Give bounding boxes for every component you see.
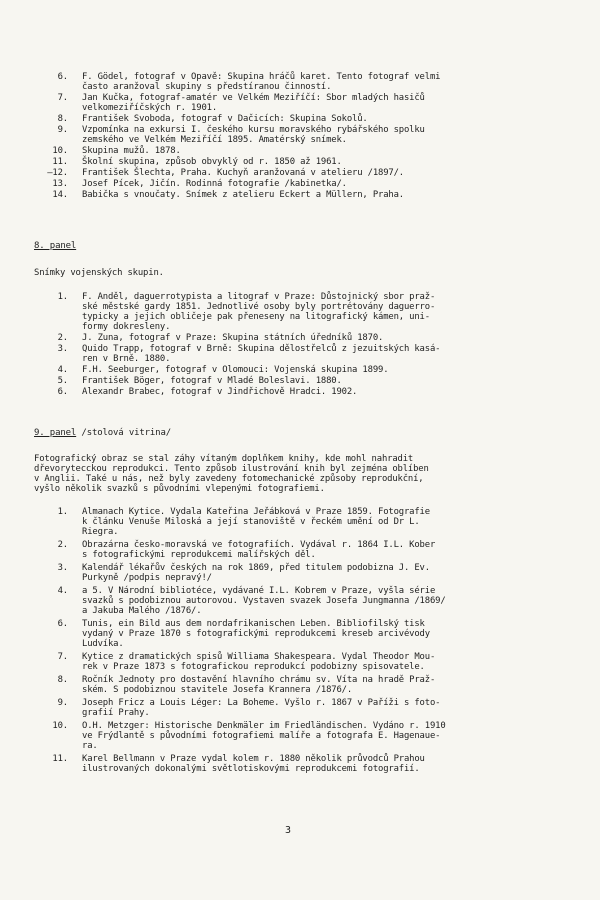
list-item-line: Ročník Jednoty pro dostavění hlavního chrámu sv. Víta na hradě Praž- bbox=[82, 675, 436, 685]
list-item bbox=[0, 507, 600, 537]
list-item-line: O.H. Metzger: Historische Denkmäler im Friedländischen. Vydáno r. 1910 bbox=[82, 721, 446, 731]
list-item-number: 3. bbox=[57, 563, 68, 573]
list-item-number: 7. bbox=[57, 93, 68, 103]
list-item-number: 11. bbox=[52, 157, 68, 167]
list-item bbox=[0, 619, 600, 649]
list-item-line: Skupina mužů. 1878. bbox=[82, 146, 181, 156]
list-item-line: Babička s vnoučaty. Snímek z atelieru Eckert a Müllern, Praha. bbox=[82, 190, 404, 200]
list-item-number: 8. bbox=[57, 114, 68, 124]
list-item-line: František Šlechta, Praha. Kuchyň aranžovaná v atelieru /1897/. bbox=[82, 168, 404, 178]
list-item-line: F. Anděl, daguerrotypista a litograf v Praze: Důstojnický sbor praž- bbox=[82, 292, 436, 302]
list-item bbox=[0, 675, 600, 695]
list-item bbox=[0, 125, 600, 145]
list-item bbox=[0, 292, 600, 332]
list-item bbox=[0, 652, 600, 672]
list-item-number: 10. bbox=[52, 146, 68, 156]
list-item bbox=[0, 698, 600, 718]
list-item bbox=[0, 146, 600, 156]
list-item-number: 3. bbox=[57, 344, 68, 354]
list-item-line: k článku Venuše Miloská a její stanoviště v řeckém umění od Dr L. bbox=[82, 517, 420, 527]
panel9-heading bbox=[34, 428, 171, 438]
list-item bbox=[0, 376, 600, 386]
list-item-line: Josef Pícek, Jičín. Rodinná fotografie /kabinetka/. bbox=[82, 179, 347, 189]
list-item-line: velkomeziříčských r. 1901. bbox=[82, 103, 218, 113]
list-item-line: František Böger, fotograf v Mladé Boleslavi. 1880. bbox=[82, 376, 342, 386]
list-item-number: 1. bbox=[57, 507, 68, 517]
list-item-line: Obrazárna česko-moravská ve fotografiích. Vydával r. 1864 I.L. Kober bbox=[82, 540, 436, 550]
list-item-number: —12. bbox=[47, 168, 68, 178]
list-item-line: Ludvíka. bbox=[82, 639, 124, 649]
list-item-line: Kalendář lékařův českých na rok 1869, před titulem podobizna J. Ev. bbox=[82, 563, 430, 573]
list-item-number: 2. bbox=[57, 333, 68, 343]
list-item-line: Kytice z dramatických spisů Williama Shakespeara. Vydal Theodor Mou- bbox=[82, 652, 436, 662]
panel9-paragraph bbox=[34, 454, 429, 494]
list-item-number: 9. bbox=[57, 698, 68, 708]
page-number: 3 bbox=[285, 825, 291, 836]
list-item-line: svazků s podobiznou autorovou. Vystaven svazek Josefa Jungmanna /1869/ bbox=[82, 596, 446, 606]
list-item-line: Školní skupina, způsob obvyklý od r. 1850 až 1961. bbox=[82, 157, 342, 167]
list-item-number: 6. bbox=[57, 72, 68, 82]
list-item-line: vydaný v Praze 1870 s fotografickými reprodukcemi kreseb arcivévody bbox=[82, 629, 430, 639]
panel8-subtitle: Snímky vojenských skupin. bbox=[34, 268, 164, 278]
list-item bbox=[0, 344, 600, 364]
list-item bbox=[0, 168, 600, 178]
paragraph-line: dřevorytecckou reprodukci. Tento způsob ilustrování knih byl zejména oblíben bbox=[34, 464, 429, 474]
list-item-line: Karel Bellmann v Praze vydal kolem r. 1880 několik průvodců Prahou bbox=[82, 754, 425, 764]
list-item-number: 6. bbox=[57, 387, 68, 397]
paragraph-line: vyšlo několik svazků s původními vlepenými fotografiemi. bbox=[34, 484, 325, 494]
list-item bbox=[0, 179, 600, 189]
list-item bbox=[0, 157, 600, 167]
list-item bbox=[0, 540, 600, 560]
list-top bbox=[0, 72, 600, 201]
list-item-number: 9. bbox=[57, 125, 68, 135]
list-item-number: 4. bbox=[57, 586, 68, 596]
panel8-heading: 8. panel bbox=[34, 241, 77, 251]
list-item-number: 4. bbox=[57, 365, 68, 375]
list-item-line: ra. bbox=[82, 741, 98, 751]
list-item-number: 13. bbox=[52, 179, 68, 189]
list-item-line: Riegra. bbox=[82, 527, 119, 537]
list-item-line: grafií Prahy. bbox=[82, 708, 150, 718]
list-item bbox=[0, 72, 600, 92]
list-item-line: ské městské gardy 1851. Jednotlivé osoby byly portrétovány daguerro- bbox=[82, 302, 436, 312]
list-item bbox=[0, 333, 600, 343]
list-item-line: ve Frýdlantě s původními fotografiemi malíře a fotografa E. Hagenaue- bbox=[82, 731, 441, 741]
list-item bbox=[0, 721, 600, 751]
list-item-line: rek v Praze 1873 s fotografickou reprodukcí podobizny spisovatele. bbox=[82, 662, 425, 672]
list-item-number: 2. bbox=[57, 540, 68, 550]
list-item-number: 6. bbox=[57, 619, 68, 629]
paragraph-line: Fotografický obraz se stal záhy vítaným doplňkem knihy, kde mohl nahradit bbox=[34, 454, 414, 464]
list-item-number: 8. bbox=[57, 675, 68, 685]
paragraph-line: v Anglii. Také u nás, než byly zavedeny fotomechanické způsoby reprodukční, bbox=[34, 474, 424, 484]
list-item-line: často aranžoval skupiny s předstíranou činností. bbox=[82, 82, 332, 92]
list-item-number: 7. bbox=[57, 652, 68, 662]
list-item-line: formy dokresleny. bbox=[82, 322, 171, 332]
list-item-line: Joseph Fricz a Louis Léger: La Boheme. Vyšlo r. 1867 v Paříži s foto- bbox=[82, 698, 441, 708]
list-item-line: Tunis, ein Bild aus dem nordafrikanischen Leben. Bibliofilský tisk bbox=[82, 619, 425, 629]
list-item-line: F.H. Seeburger, fotograf v Olomouci: Vojenská skupina 1899. bbox=[82, 365, 389, 375]
list-item-line: s fotografickými reprodukcemi malířských děl. bbox=[82, 550, 316, 560]
list-item-line: Almanach Kytice. Vydala Kateřina Jeřábková v Praze 1859. Fotografie bbox=[82, 507, 430, 517]
list-item bbox=[0, 563, 600, 583]
list-item bbox=[0, 190, 600, 200]
list-item-number: 11. bbox=[52, 754, 68, 764]
list-item-line: Quido Trapp, fotograf v Brně: Skupina dělostřelců z jezuitských kasá- bbox=[82, 344, 441, 354]
list-item bbox=[0, 387, 600, 397]
panel9-list bbox=[0, 507, 600, 777]
list-item-line: F. Gödel, fotograf v Opavě: Skupina hráčů karet. Tento fotograf velmi bbox=[82, 72, 441, 82]
list-item bbox=[0, 365, 600, 375]
list-item-line: František Svoboda, fotograf v Dačicích: Skupina Sokolů. bbox=[82, 114, 368, 124]
list-item-line: a 5. V Národní bibliotéce, vydávané I.L. Kobrem v Praze, vyšla série bbox=[82, 586, 436, 596]
list-item-line: Purkyně /podpis nepravý!/ bbox=[82, 573, 212, 583]
list-item-line: ren v Brně. 1880. bbox=[82, 354, 171, 364]
list-item-number: 10. bbox=[52, 721, 68, 731]
list-item bbox=[0, 93, 600, 113]
list-item-number: 5. bbox=[57, 376, 68, 386]
list-item-number: 1. bbox=[57, 292, 68, 302]
list-item-number: 14. bbox=[52, 190, 68, 200]
list-item-line: ilustrovaných dokonalými světlotiskovými reprodukcemi fotografií. bbox=[82, 764, 420, 774]
list-item-line: ském. S podobiznou stavitele Josefa Krannera /1876/. bbox=[82, 685, 353, 695]
panel9-heading-suffix: /stolová vitrina/ bbox=[76, 428, 171, 438]
list-item-line: Alexandr Brabec, fotograf v Jindřichově Hradci. 1902. bbox=[82, 387, 358, 397]
list-item-line: J. Zuna, fotograf v Praze: Skupina státních úředníků 1870. bbox=[82, 333, 384, 343]
list-item-line: Jan Kučka, fotograf-amatér ve Velkém Meziříčí: Sbor mladých hasičů bbox=[82, 93, 425, 103]
list-item bbox=[0, 586, 600, 616]
list-item bbox=[0, 114, 600, 124]
list-item bbox=[0, 754, 600, 774]
list-item-line: typicky a jejich obličeje pak přeneseny na litografický kámen, uni- bbox=[82, 312, 430, 322]
panel8-list bbox=[0, 292, 600, 398]
panel9-heading-label: 9. panel bbox=[34, 428, 77, 438]
list-item-line: a Jakuba Malého /1876/. bbox=[82, 606, 202, 616]
list-item-line: Vzpomínka na exkursi I. českého kursu moravského rybářského spolku bbox=[82, 125, 425, 135]
list-item-line: zemského ve Velkém Meziříčí 1895. Amatérský snímek. bbox=[82, 135, 347, 145]
